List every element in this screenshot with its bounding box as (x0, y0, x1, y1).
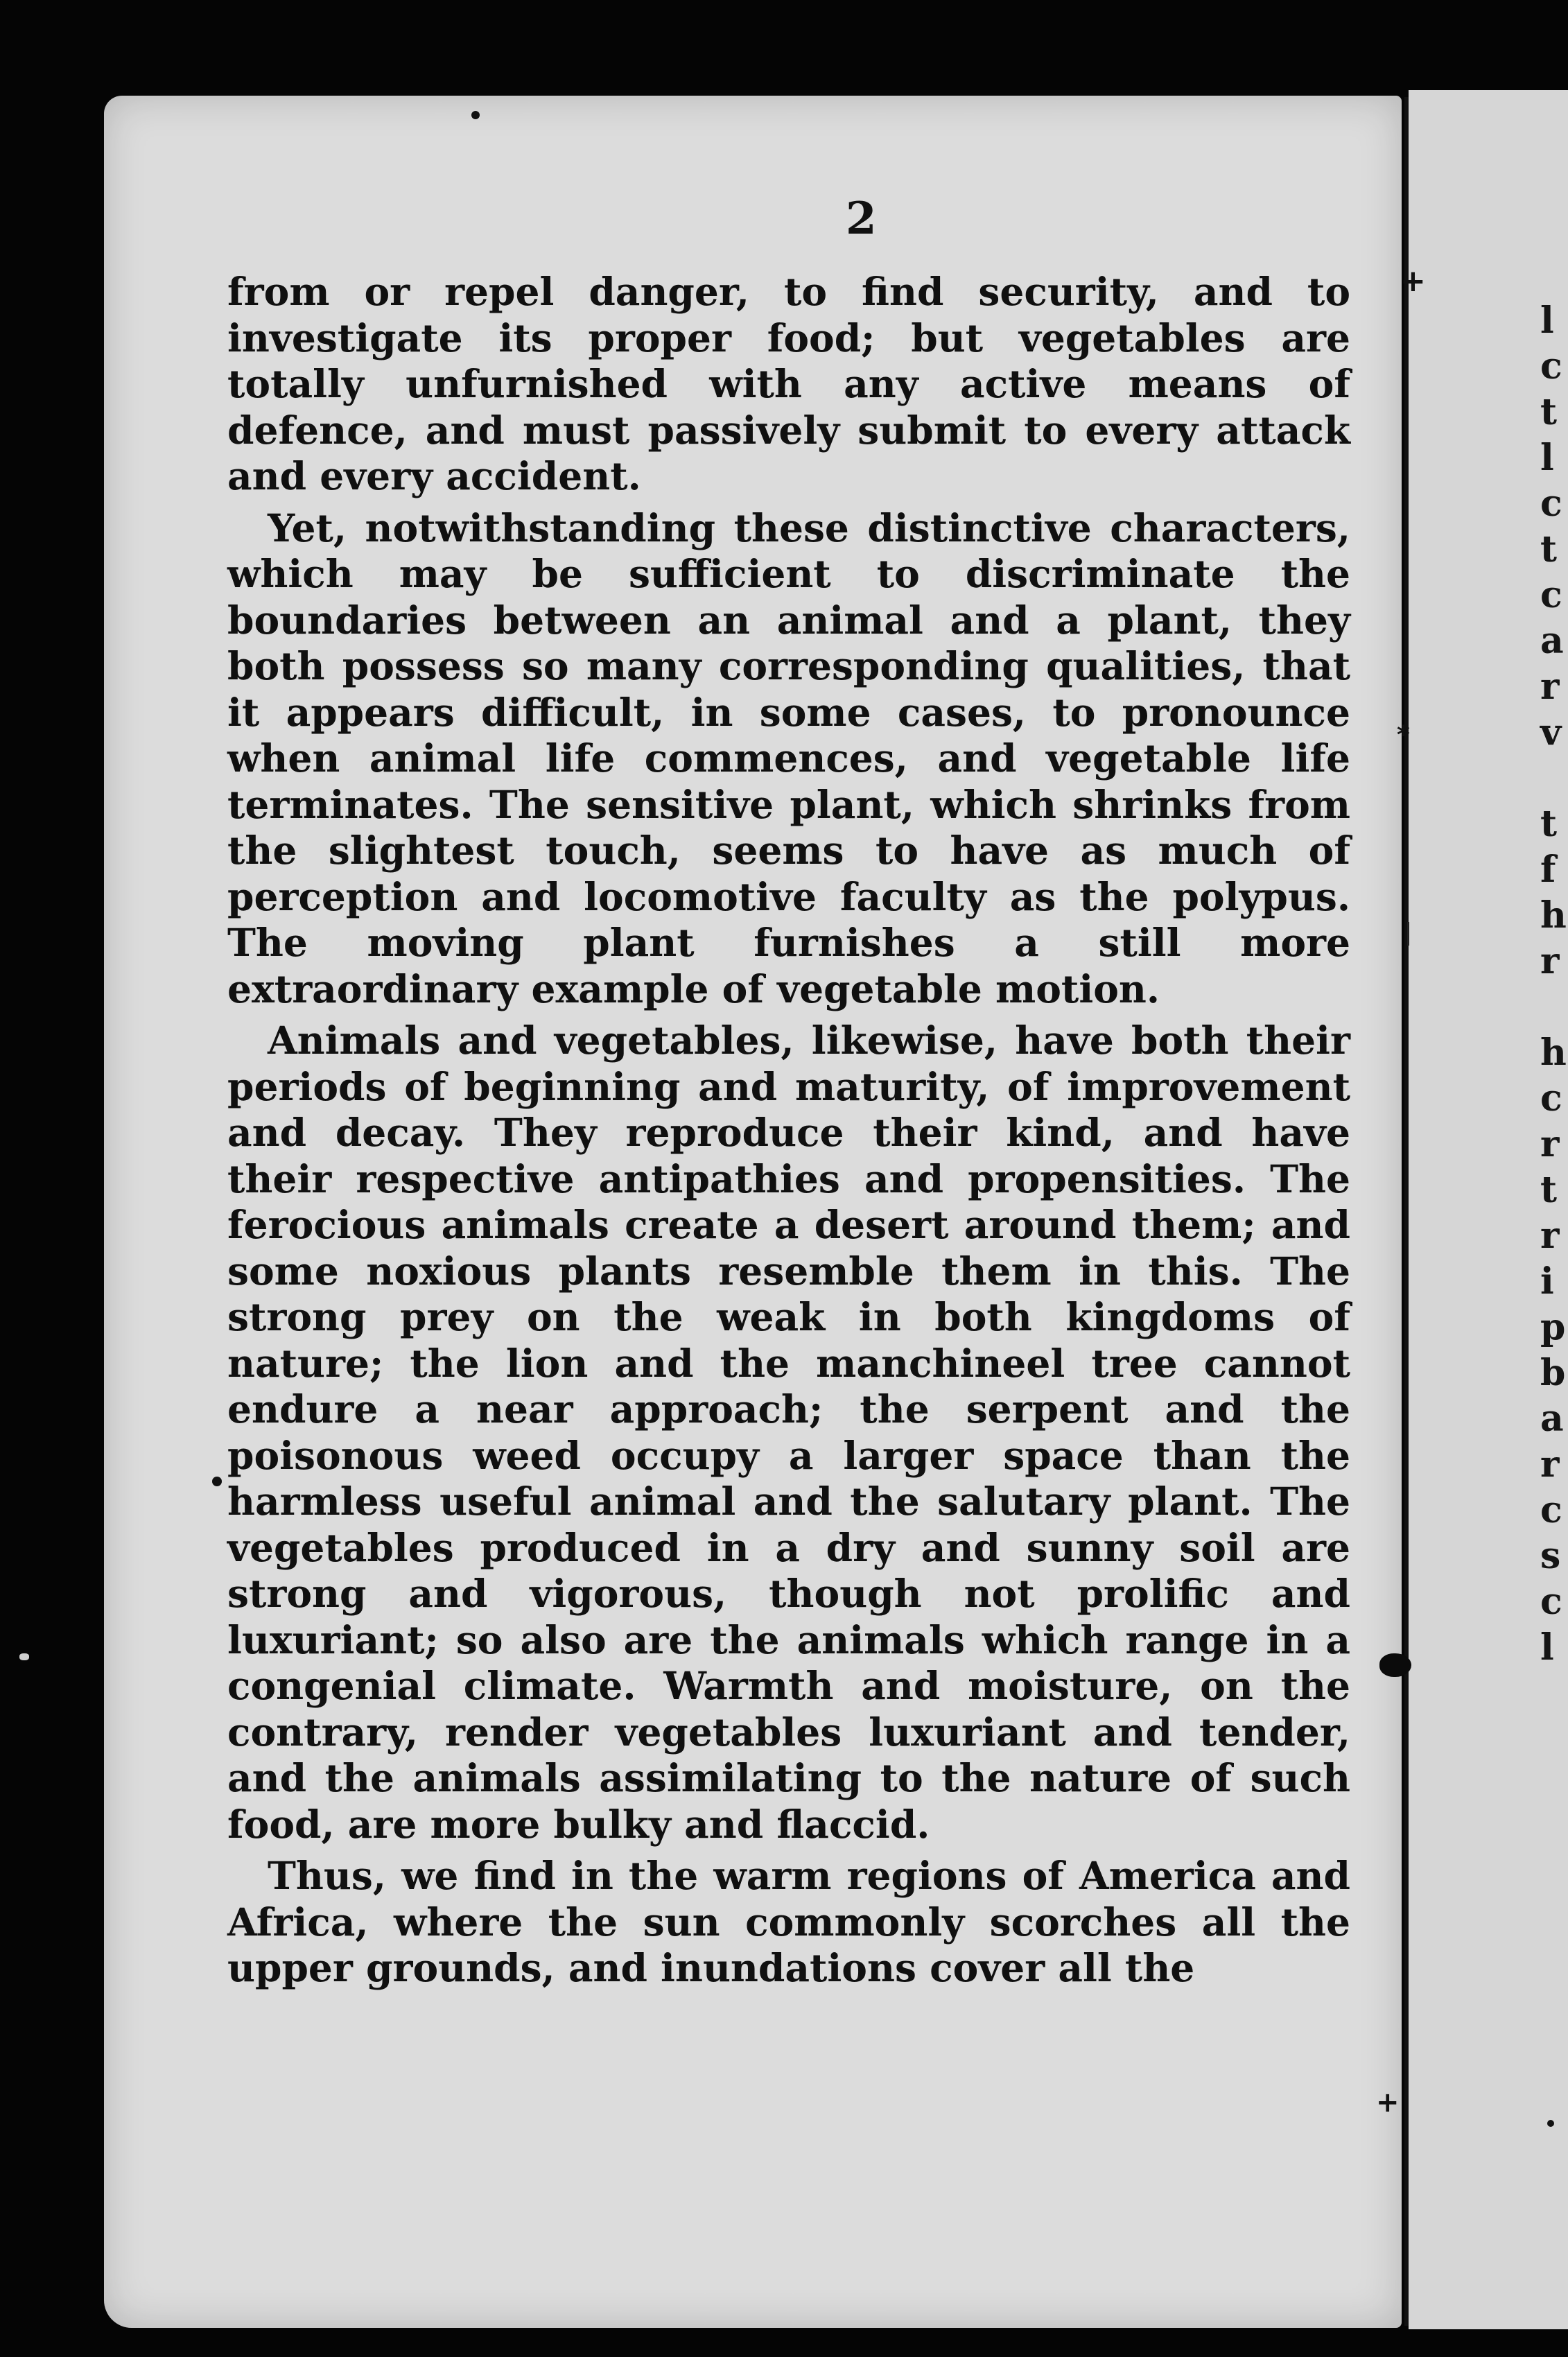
fragment-line: l (1540, 1626, 1554, 1669)
scanned-page (104, 96, 1402, 2328)
fragment-line: b (1540, 1352, 1566, 1394)
fragment-line: c (1540, 482, 1562, 525)
fragment-line: a (1540, 620, 1564, 662)
fragment-line: t (1540, 1169, 1558, 1211)
fragment-line: f (1540, 849, 1556, 891)
scan-speck (19, 1653, 29, 1660)
fragment-line: c (1540, 1581, 1562, 1623)
fragment-line: r (1540, 1123, 1560, 1165)
scan-speck (1547, 2120, 1554, 2127)
fragment-line: l (1540, 437, 1554, 479)
fragment-line: t (1540, 803, 1558, 845)
fragment-line: l (1540, 299, 1554, 342)
scan-speck (471, 111, 480, 119)
binding-mark-icon: * (1397, 721, 1410, 749)
page-number: 2 (846, 193, 877, 245)
fragment-line: r (1540, 666, 1560, 708)
ink-blot (1379, 1653, 1411, 1677)
fragment-line: p (1540, 1306, 1566, 1348)
fragment-line: t (1540, 391, 1558, 433)
fragment-line: r (1540, 1443, 1560, 1486)
binding-mark-icon: + (1400, 263, 1426, 299)
fragment-line: r (1540, 940, 1560, 982)
fragment-line: c (1540, 1489, 1562, 1531)
fragment-line (1540, 984, 1568, 1030)
paragraph-4: Thus, we find in the warm regions of America and Africa, where the sun commonly scorches all the upper grounds, and inundations cover all the (227, 1853, 1350, 1990)
scan-speck (212, 1477, 222, 1486)
fragment-line: t (1540, 528, 1558, 571)
paragraph-2: Yet, notwithstanding these distinctive characters, which may be sufficient to discriminate the boundaries between an animal and a plant, they both possess so many corresponding qualities, that it appears difficult, in some cases, to pronounce when animal life commences, and vegetable life terminates. The sensitive plant, which shrinks from the slightest touch, seems to have as much of perception and locomotive faculty as the polypus. The moving plant furnishes a still more extraordinary example of vegetable motion. (227, 505, 1350, 1011)
fragment-line (1540, 756, 1568, 801)
fragment-line: c (1540, 574, 1562, 616)
binding-mark-icon (1407, 922, 1409, 946)
fragment-line: a (1540, 1398, 1564, 1440)
fragment-line: h (1540, 1032, 1567, 1074)
page-spine-edge (1404, 97, 1409, 2326)
fragment-line: c (1540, 345, 1562, 388)
paragraph-3: Animals and vegetables, likewise, have both their periods of beginning and maturity, of improvement and decay. They reproduce their kind, and have their respective antipathies and propensities. The ferocious animals create a desert around them; and some noxious plants resemble them in this. The strong prey on the weak in both kingdoms of nature; the lion and the manchineel tree cannot endure a near approach; the serpent and the poisonous weed occupy a larger space than the harmless useful animal and the salutary plant. The vegetables produced in a dry and sunny soil are strong and vigorous, though not prolific and luxuriant; so also are the animals which range in a congenial climate. Warmth and moisture, on the contrary, render vegetables luxuriant and tender, and the animals assimilating to the nature of such food, are more bulky and flaccid. (227, 1018, 1350, 1847)
fragment-line: r (1540, 1215, 1560, 1257)
binding-mark-icon: + (1376, 2087, 1400, 2119)
fragment-line: s (1540, 1535, 1561, 1577)
body-text (227, 269, 1350, 1992)
fragment-line: i (1540, 1260, 1554, 1303)
fragment-line: h (1540, 894, 1567, 937)
fragment-line: c (1540, 1077, 1562, 1120)
adjacent-page-text-fragments (1540, 298, 1568, 1671)
paragraph-1: from or repel danger, to find security, and to investigate its proper food; but vegetables are totally unfurnished with any active means of defence, and must passively submit to every attack and every accident. (227, 269, 1350, 498)
fragment-line: v (1540, 711, 1562, 754)
